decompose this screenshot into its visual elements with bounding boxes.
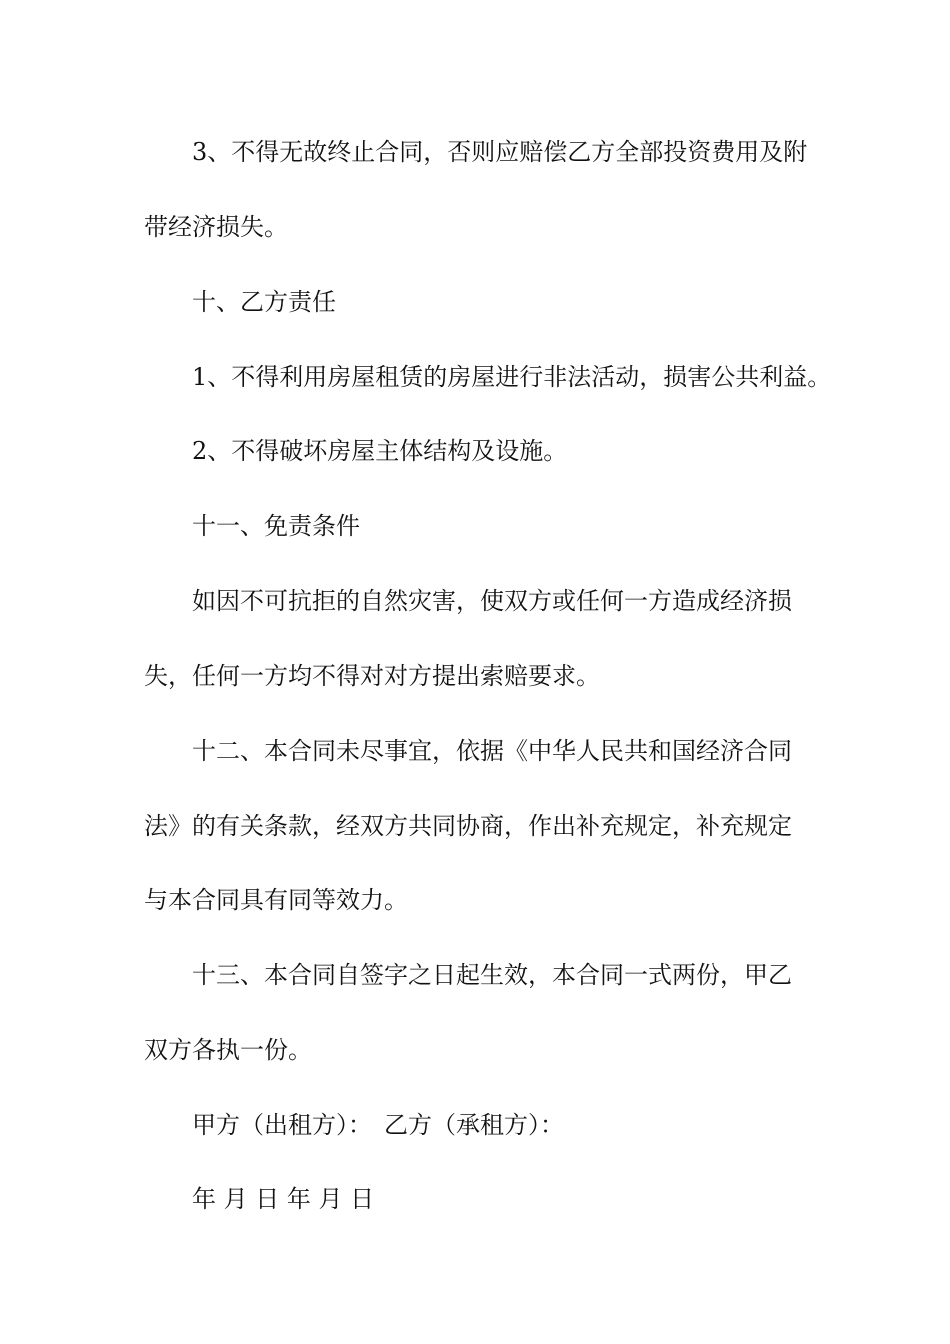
clause-13-line-2: 双方各执一份。 — [144, 1036, 312, 1064]
clause-11-text-line-1: 如因不可抗拒的自然灾害，使双方或任何一方造成经济损 — [192, 587, 792, 615]
clause-10-heading: 十、乙方责任 — [192, 288, 336, 316]
clause-12-line-1: 十二、本合同未尽事宜，依据《中华人民共和国经济合同 — [192, 737, 792, 765]
clause-10-item-1: 1、不得利用房屋租赁的房屋进行非法活动，损害公共利益。 — [192, 363, 832, 391]
clause-11-heading: 十一、免责条件 — [192, 512, 360, 540]
clause-13-line-1: 十三、本合同自签字之日起生效，本合同一式两份，甲乙 — [192, 961, 792, 989]
clause-12-line-3: 与本合同具有同等效力。 — [144, 886, 408, 914]
clause-12-line-2: 法》的有关条款，经双方共同协商，作出补充规定，补充规定 — [144, 812, 792, 840]
clause-11-text-line-2: 失，任何一方均不得对对方提出索赔要求。 — [144, 662, 600, 690]
clause-10-item-2: 2、不得破坏房屋主体结构及设施。 — [192, 437, 568, 465]
clause-9-item-3-line-2: 带经济损失。 — [144, 213, 288, 241]
clause-9-item-3-line-1: 3、不得无故终止合同，否则应赔偿乙方全部投资费用及附 — [192, 138, 808, 166]
signature-parties: 甲方（出租方）： 乙方（承租方）： — [192, 1111, 564, 1139]
signature-dates: 年 月 日 年 月 日 — [192, 1185, 375, 1213]
